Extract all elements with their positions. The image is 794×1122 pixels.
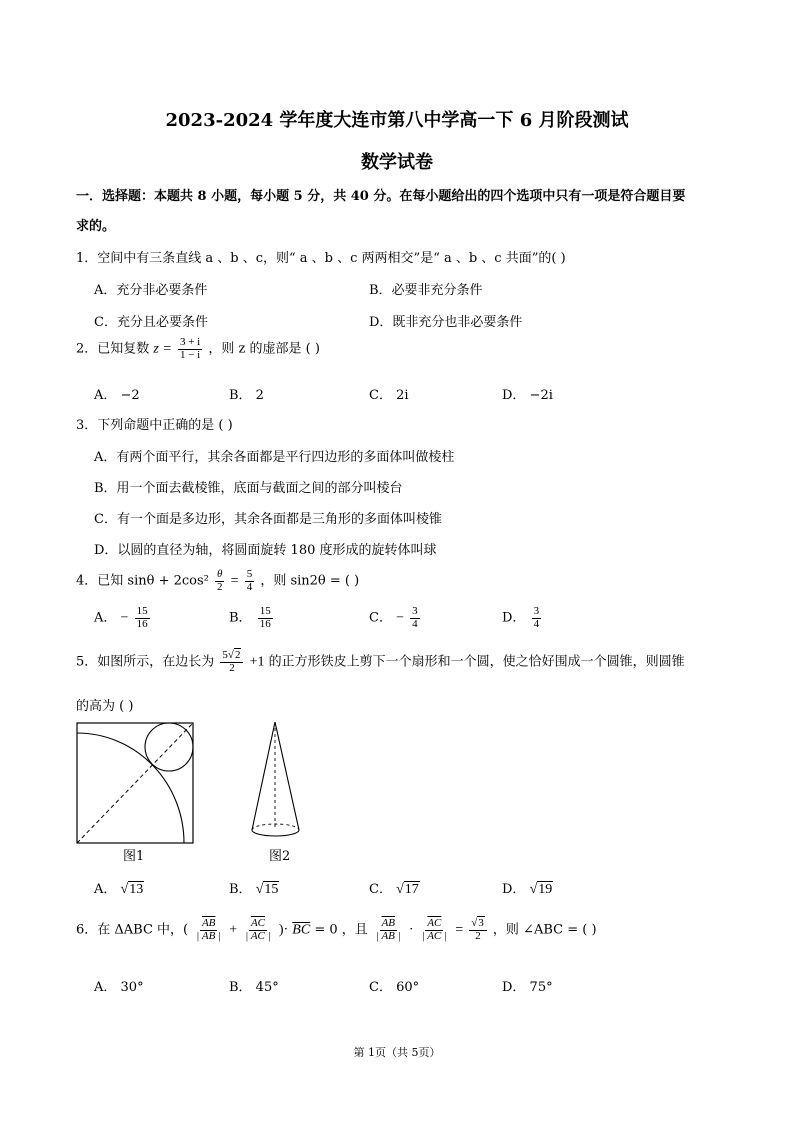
fig2-base-front (252, 830, 299, 836)
page-footer: 第 1页（共 5页） (353, 1046, 441, 1059)
q6-mid: )· (278, 922, 289, 938)
q4-frac2-num: 5 (246, 568, 253, 580)
q5-b-rad: 15 (264, 882, 279, 897)
q6-ac2: $\overline{AC}$ (427, 917, 442, 929)
q1-option-d: D．既非充分也非必要条件 (369, 315, 523, 330)
q5-fraction (220, 650, 243, 674)
q5-c-rad: 17 (404, 882, 419, 897)
fig1-diagonal (77, 723, 193, 843)
q4-frac2 (245, 569, 255, 593)
q5-figure2 (248, 720, 304, 842)
q4-option-d (502, 606, 543, 630)
q3-option-a: A．有两个面平行，其余各面都是平行四边形的多面体叫做棱柱 (94, 450, 455, 465)
q6-prefix: 6．在 ΔABC 中，( (76, 922, 189, 938)
q6-ab2: $\overline{AB}$ (381, 917, 396, 929)
q4-b-num: 15 (259, 605, 271, 617)
q6-option-a: A． 30° (94, 980, 144, 995)
q1-option-a: A．充分非必要条件 (94, 283, 208, 298)
q4-eq: = (230, 573, 239, 589)
q4-d-den: 4 (533, 617, 540, 630)
q4-a-label: A． (94, 610, 117, 626)
q5-option-d (502, 878, 553, 898)
q6-frac-ab (194, 918, 223, 942)
q5-fig2-caption: 图2 (269, 849, 291, 864)
q4-a-den: 16 (136, 617, 148, 630)
q4-b-den: 16 (259, 617, 271, 630)
q4-frac1 (215, 569, 225, 593)
q6-r-num: √3 (469, 918, 487, 931)
q4-frac1-den: 2 (217, 580, 223, 593)
q6-eq0: = 0 ，且 (314, 922, 368, 938)
q6-frac-ac2 (420, 918, 449, 942)
q6-ac: $\overline{AC}$ (250, 917, 265, 929)
q6-suffix: ，则 ∠ABC = ( ) (492, 922, 597, 938)
q5-frac-den: 2 (229, 661, 235, 674)
q6-abs-ac2: | AC | (421, 929, 448, 942)
q4-c-num: 3 (412, 605, 418, 617)
fig2-base-back (252, 824, 299, 830)
q6-eq: = (455, 922, 464, 938)
q2-var: z = (153, 341, 172, 357)
q4-suffix: ，则 sin2θ = ( ) (260, 573, 360, 589)
q6-frac-ab2 (374, 918, 403, 942)
q5-a-value: √13 (120, 882, 144, 897)
q4-frac1-num: θ (217, 568, 223, 580)
q6-option-d: D． 75° (502, 980, 553, 995)
q2-fraction (178, 337, 202, 361)
q4-option-c (369, 606, 422, 630)
page-title: 2023-2024 学年度大连市第八中学高一下 6 月阶段测试 (165, 110, 629, 131)
q6-ab: $\overline{AB}$ (201, 917, 216, 929)
q2-option-b: B． 2 (229, 388, 264, 403)
q6-r-den: 2 (475, 929, 481, 942)
q5-line2: 的高为 ( ) (76, 699, 134, 714)
q5-frac-num: 5√2 (220, 650, 243, 663)
q5-option-b (229, 878, 279, 898)
q4-c-frac (410, 606, 420, 630)
q5-b-value: √15 (255, 882, 279, 897)
q5-num-coef: 5 (222, 649, 228, 661)
q6-abs-ab: | AB | (196, 929, 222, 942)
q2-option-c: C． 2i (369, 388, 409, 403)
q5-option-a (94, 878, 144, 898)
q2-num: 3 + i (179, 336, 201, 348)
q6-r-rad: 3 (478, 917, 484, 929)
q2-option-a: A． −2 (94, 388, 140, 403)
q1-option-b: B．必要非充分条件 (369, 283, 483, 298)
q5-d-label: D． (502, 882, 526, 897)
q6-plus: + (229, 922, 238, 938)
q4-option-a (94, 606, 152, 630)
q3-option-d: D．以圆的直径为轴，将圆面旋转 180 度形成的旋转体叫球 (94, 543, 437, 558)
q4-prefix: 4．已知 sinθ + 2cos² (76, 573, 209, 589)
q5-c-label: C． (369, 882, 392, 897)
q6-dot: · (408, 922, 414, 938)
q4-b-frac (258, 606, 273, 630)
q6-abs-ac: | AC | (245, 929, 271, 942)
fig2-right-edge (275, 722, 299, 830)
q4-a-num: 15 (136, 605, 148, 617)
q4-d-num: 3 (533, 605, 540, 617)
q3-stem: 3．下列命题中正确的是 ( ) (76, 418, 233, 433)
q4-b-label: B． (229, 610, 252, 626)
q5-suffix: 的正方形铁皮上剪下一个扇形和一个圆，使之恰好围成一个圆锥，则圆锥 (268, 654, 685, 670)
q5-d-rad: 19 (538, 882, 553, 897)
q2-stem (76, 337, 320, 361)
q3-option-b: B．用一个面去截棱锥，底面与截面之间的部分叫棱台 (94, 481, 403, 496)
q6-option-b: B． 45° (229, 980, 279, 995)
q5-option-c (369, 878, 420, 898)
q5-num-rad: 2 (234, 649, 241, 661)
q4-d-frac (532, 606, 542, 630)
section-header-line1: 一．选择题：本题共 8 小题，每小题 5 分，共 40 分。在每小题给出的四个选项中只有一项是符合题目要 (76, 189, 686, 204)
q2-den: 1 − i (179, 348, 201, 361)
q5-prefix: 5．如图所示，在边长为 (76, 654, 215, 670)
page-subtitle: 数学试卷 (361, 152, 433, 173)
q1-option-c: C．充分且必要条件 (94, 315, 208, 330)
q1-stem: 1．空间中有三条直线 a 、b 、c，则“ a 、b 、c 两两相交”是“ a 、b 、c 共面”的( ) (76, 251, 566, 266)
q5-c-value: √17 (396, 882, 419, 897)
q5-fig1-caption: 图1 (123, 849, 145, 864)
fig2-left-edge (252, 722, 275, 830)
q5-a-rad: 13 (129, 882, 144, 897)
q5-stem (76, 650, 685, 674)
q6-abs-ab2: | AB | (375, 929, 401, 942)
q6-option-c: C． 60° (369, 980, 420, 995)
q6-frac-ac (243, 918, 272, 942)
q6-frac-r (469, 918, 487, 942)
q4-c-den: 4 (412, 617, 418, 630)
q2-prefix: 2．已知复数 (76, 341, 150, 357)
q4-frac2-den: 4 (246, 580, 253, 593)
q5-b-label: B． (229, 882, 252, 897)
q2-option-d: D． −2i (502, 388, 553, 403)
q4-a-sign: − (120, 610, 129, 626)
q3-option-c: C．有一个面是多边形，其余各面都是三角形的多面体叫棱锥 (94, 512, 442, 527)
q5-figure1 (76, 722, 194, 844)
q4-c-label: C． (369, 610, 392, 626)
q4-stem (76, 569, 359, 593)
q5-plus: +1 (249, 654, 265, 670)
q4-option-b (229, 606, 275, 630)
q4-d-label: D． (502, 610, 526, 626)
section-header-line2: 求的。 (76, 219, 116, 234)
q2-suffix: ，则 z 的虚部是 ( ) (208, 341, 320, 357)
q5-a-label: A． (94, 882, 117, 897)
q6-bc: $\overline{BC}$ (292, 922, 311, 938)
q5-d-value: √19 (529, 882, 553, 897)
q4-a-frac (135, 606, 150, 630)
q4-c-sign: − (396, 610, 404, 626)
q6-stem (76, 918, 597, 942)
